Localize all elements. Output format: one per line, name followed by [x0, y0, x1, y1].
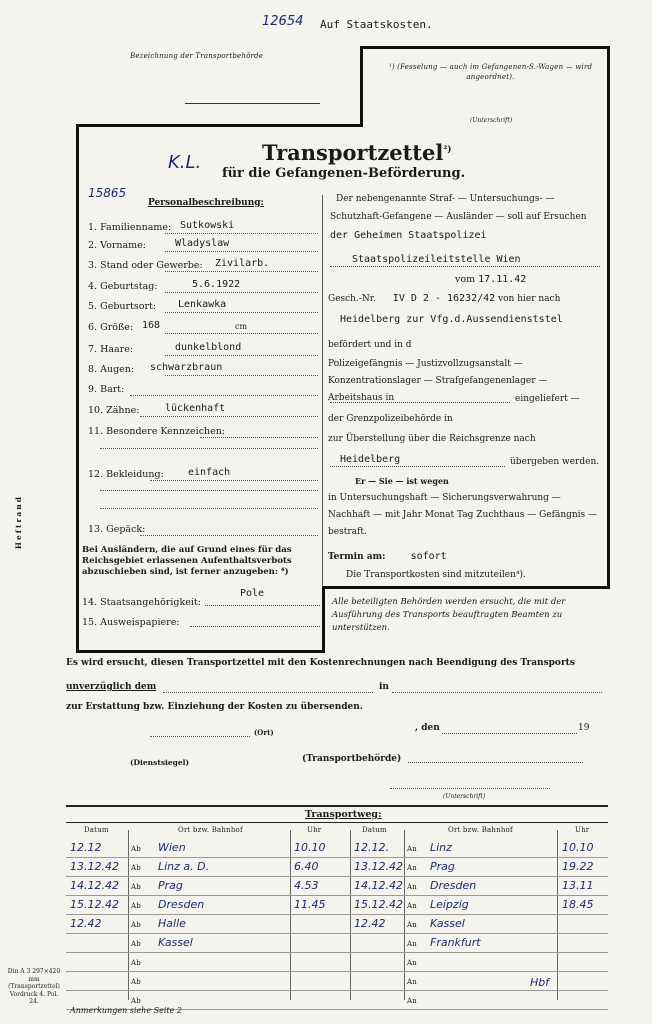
field-3	[88, 260, 203, 271]
field-line	[165, 375, 318, 376]
frame-left	[76, 124, 79, 653]
header-place-left: Ort bzw. Bahnhof	[178, 826, 243, 834]
right-line-13-rule	[330, 466, 505, 467]
row-an-label: An	[407, 921, 417, 929]
right-line-4-rule	[330, 266, 600, 267]
frame-top-right	[360, 46, 610, 49]
right-line-9: Polizeigefängnis — Justizvollzugsanstalt — Konzentrationslager — Strafgefangenenlager — Arbeitshaus in	[328, 359, 548, 403]
right-line-15: in Untersuchungshaft — Sicherungsverwahrung — Nachhaft — mit Jahr Monat Tag Zuchthaus — Gefängnis — bestraft.	[328, 493, 598, 537]
field-14	[82, 597, 201, 608]
field-num: 3.	[88, 260, 98, 271]
row-place-from[interactable]: Dresden	[158, 898, 205, 911]
row-date-to[interactable]: 12.12.	[354, 841, 389, 854]
row-time-to[interactable]: 10.10	[562, 841, 594, 854]
header-date-left: Datum	[84, 826, 109, 834]
right-line-3[interactable]: der Geheimen Staatspolizei	[330, 230, 487, 241]
row-ab-label: Ab	[131, 864, 141, 872]
row-place-to[interactable]: Dresden	[430, 879, 477, 892]
right-line-4[interactable]: Staatspolizeileitstelle Wien	[352, 254, 521, 265]
field-extra-line	[100, 448, 318, 449]
gesch-nr-label: Gesch.-Nr.	[328, 294, 376, 304]
ort-label: (Ort)	[254, 728, 274, 737]
row-an-label: An	[407, 959, 417, 967]
row-place-from[interactable]: Prag	[158, 879, 183, 892]
authority-label: Bezeichnung der Transportbehörde	[130, 52, 264, 60]
field-num: 12.	[88, 469, 104, 480]
personal-header: Personalbeschreibung:	[148, 198, 264, 208]
field-line	[140, 535, 318, 536]
field-num: 8.	[88, 364, 98, 375]
row-place-to[interactable]: Leipzig	[430, 898, 469, 911]
return-place-line	[392, 692, 602, 693]
table-row-rule	[66, 914, 608, 915]
field-unit: cm	[235, 322, 248, 331]
field-label: Gepäck:	[106, 524, 146, 535]
row-time-from[interactable]: 11.45	[294, 898, 326, 911]
field-value[interactable]: 5.6.1922	[192, 279, 241, 290]
right-line-12: zur Überstellung über die Reichsgrenze nach	[328, 434, 536, 444]
field-7	[88, 344, 133, 355]
row-last-mark: Hbf	[530, 976, 550, 989]
row-an-label: An	[407, 845, 417, 853]
row-ab-label: Ab	[131, 997, 141, 1005]
ort-line	[150, 736, 250, 737]
field-value[interactable]: Sutkowski	[180, 220, 235, 231]
transport-title: Transportweg:	[305, 809, 382, 820]
field-num: 5.	[88, 301, 98, 312]
row-time-to[interactable]: 13.11	[562, 879, 594, 892]
form-title-footnote: ²)	[443, 145, 452, 155]
row-time-to[interactable]: 19.22	[562, 860, 594, 873]
transport-authority-label: (Transportbehörde)	[302, 754, 402, 764]
field-10	[88, 405, 139, 416]
format-note: Din A 3 297×420 mm (Transportzettel) Vordruck 4. Pol. 24.	[7, 968, 61, 1005]
field-value[interactable]: dunkelblond	[175, 342, 242, 353]
form-subtitle: für die Gefangenen-Beförderung.	[222, 166, 466, 181]
field-line	[165, 251, 318, 252]
frame-step-left	[360, 46, 363, 126]
field-value[interactable]: Zivilarb.	[215, 258, 270, 269]
gesch-nr-value[interactable]: IV D 2 - 16232/42	[392, 293, 496, 304]
return-recipient-line	[163, 692, 373, 693]
row-date-from[interactable]: 14.12.42	[70, 879, 119, 892]
field-num: 2.	[88, 240, 98, 251]
row-time-from[interactable]: 4.53	[294, 879, 319, 892]
gesch-nr-tail: von hier nach	[498, 294, 561, 304]
field-label: Augen:	[100, 364, 135, 375]
fetter-note: ¹) (Fesselung — auch im Gefangenen-S.-Wagen — wird angeordnet).	[388, 63, 593, 81]
transport-authority-line	[408, 762, 583, 763]
field-15-num: 15.	[82, 617, 98, 628]
right-line-13-value[interactable]: Heidelberg	[340, 454, 401, 465]
right-line-8: befördert und in d	[328, 340, 412, 350]
row-time-to[interactable]: 18.45	[562, 898, 594, 911]
form-title	[262, 140, 452, 165]
row-date-to[interactable]: 14.12.42	[354, 879, 403, 892]
header-time-left: Uhr	[307, 826, 322, 834]
field-line	[165, 312, 318, 313]
row-date-from[interactable]: 15.12.42	[70, 898, 119, 911]
cost-note: Auf Staatskosten.	[320, 18, 433, 31]
row-an-label: An	[407, 883, 417, 891]
field-line	[165, 333, 318, 334]
return-line-3: zur Erstattung bzw. Einziehung der Kosten zu übersenden.	[66, 702, 363, 712]
table-row-rule	[66, 895, 608, 896]
field-2	[88, 240, 146, 251]
row-ab-label: Ab	[131, 959, 141, 967]
row-ab-label: Ab	[131, 845, 141, 853]
table-row-rule	[66, 971, 608, 972]
row-place-from[interactable]: Wien	[158, 841, 186, 854]
field-label: Bart:	[100, 384, 125, 395]
field-line	[165, 271, 318, 272]
field-value[interactable]: lückenhaft	[165, 403, 226, 414]
row-date-to[interactable]: 13.12.42	[354, 860, 403, 873]
frame-step-bottom	[322, 586, 325, 653]
field-value[interactable]: schwarzbraun	[150, 362, 223, 373]
field-6	[88, 322, 133, 333]
field-14-label: Staatsangehörigkeit:	[100, 597, 201, 608]
table-row-rule	[66, 952, 608, 953]
field-13	[88, 524, 145, 535]
field-num: 9.	[88, 384, 98, 395]
field-9	[88, 384, 124, 395]
foreigner-note: Bei Ausländern, die auf Grund eines für das Reichsgebiet erlassenen Aufenthaltsverbots abzuschieben sind, ist ferner anzugeben: ⁴)	[82, 545, 292, 577]
field-11	[88, 426, 225, 437]
authority-line	[185, 103, 320, 104]
termin-value[interactable]: sofort	[410, 551, 447, 562]
table-row-rule	[66, 933, 608, 934]
field-label: Vorname:	[100, 240, 146, 251]
field-label: Familienname:	[100, 222, 172, 233]
field-label: Zähne:	[106, 405, 140, 416]
row-ab-label: Ab	[131, 902, 141, 910]
table-header-rule	[66, 822, 608, 823]
right-line-7[interactable]: Heidelberg zur Vfg.d.Aussendienststel	[340, 314, 563, 325]
field-num: 7.	[88, 344, 98, 355]
field-line	[165, 355, 318, 356]
frame-right	[607, 46, 610, 589]
table-row-rule	[66, 857, 608, 858]
row-place-to[interactable]: Linz	[430, 841, 452, 854]
frame-bottom-right	[322, 586, 610, 589]
date-line	[442, 733, 577, 734]
row-date-to[interactable]: 15.12.42	[354, 898, 403, 911]
row-ab-label: Ab	[131, 921, 141, 929]
seal-label: (Dienstsiegel)	[130, 758, 190, 767]
field-line	[130, 395, 318, 396]
right-line-10-rule	[330, 402, 510, 403]
field-label: Geburtstag:	[100, 281, 158, 292]
return-line-1: Es wird ersucht, diesen Transportzettel mit den Kostenrechnungen nach Beendigung des Transports	[66, 658, 575, 668]
frame-top-left	[76, 124, 363, 127]
document-number: 12654	[262, 14, 304, 29]
col-line-1	[128, 830, 129, 1000]
field-15-line	[190, 626, 320, 627]
date-den: , den	[415, 723, 440, 733]
row-place-to[interactable]: Frankfurt	[430, 936, 481, 949]
right-line-14: Er — Sie — ist wegen	[355, 476, 449, 486]
row-place-to[interactable]: Kassel	[430, 917, 465, 930]
table-row-rule	[66, 876, 608, 877]
side-margin-label: Heftrand	[14, 495, 23, 550]
col-line-3	[350, 830, 351, 1000]
right-line-2: Schutzhaft-Gefangene — Ausländer — soll auf Ersuchen	[330, 212, 587, 222]
table-top-rule	[66, 805, 608, 807]
field-num: 10.	[88, 405, 104, 416]
col-line-4	[404, 830, 405, 1000]
field-line	[150, 480, 318, 481]
row-date-from[interactable]: 12.12	[70, 841, 102, 854]
field-line	[165, 292, 318, 293]
row-date-from[interactable]: 13.12.42	[70, 860, 119, 873]
return-line-2a: unverzüglich dem	[66, 682, 157, 692]
right-line-10: eingeliefert —	[515, 394, 580, 404]
field-label: Besondere Kennzeichen:	[106, 426, 226, 437]
row-time-from[interactable]: 6.40	[294, 860, 319, 873]
header-place-right: Ort bzw. Bahnhof	[448, 826, 513, 834]
row-ab-label: Ab	[131, 883, 141, 891]
row-an-label: An	[407, 978, 417, 986]
header-date-right: Datum	[362, 826, 387, 834]
right-line-1: Der nebengenannte Straf- — Untersuchungs- —	[336, 194, 555, 204]
row-place-from[interactable]: Kassel	[158, 936, 193, 949]
field-label: Bekleidung:	[106, 469, 164, 480]
row-place-to[interactable]: Prag	[430, 860, 455, 873]
field-num: 4.	[88, 281, 98, 292]
frame-bottom-left	[76, 650, 324, 653]
field-8	[88, 364, 134, 375]
field-14-line	[205, 605, 320, 606]
right-line-6	[328, 293, 560, 304]
field-extra-line	[100, 490, 318, 491]
field-line	[200, 437, 318, 438]
bottom-signature-line	[390, 788, 550, 789]
row-an-label: An	[407, 997, 417, 1005]
handwritten-mark: K.L.	[168, 152, 202, 173]
col-line-5	[557, 830, 558, 1000]
field-14-value[interactable]: Pole	[240, 588, 265, 599]
field-extra-line	[100, 508, 318, 509]
vom-label: vom	[455, 274, 476, 285]
row-ab-label: Ab	[131, 940, 141, 948]
table-row-rule	[66, 990, 608, 991]
field-label: Größe:	[100, 322, 134, 333]
right-line-5	[455, 274, 526, 285]
authorities-note: Alle beteiligten Behörden werden ersucht, die mit der Ausführung des Transports beauftragten Beamten zu unterstützen.	[332, 597, 566, 633]
field-1	[88, 222, 171, 233]
footer-note: Anmerkungen siehe Seite 2	[70, 1006, 182, 1015]
field-num: 11.	[88, 426, 104, 437]
field-4	[88, 281, 158, 292]
field-15	[82, 617, 180, 628]
bottom-signature-label: (Unterschrift)	[443, 793, 486, 800]
field-line	[140, 416, 318, 417]
vom-value[interactable]: 17.11.42	[478, 274, 527, 285]
form-title-text: Transportzettel	[262, 140, 444, 165]
termin-label: Termin am:	[328, 552, 386, 562]
row-place-from[interactable]: Halle	[158, 917, 186, 930]
row-an-label: An	[407, 902, 417, 910]
header-time-right: Uhr	[575, 826, 590, 834]
field-label: Haare:	[100, 344, 134, 355]
field-num: 13.	[88, 524, 104, 535]
termin	[328, 551, 447, 562]
field-14-num: 14.	[82, 597, 98, 608]
field-value[interactable]: einfach	[188, 467, 231, 478]
date-year: 19	[578, 723, 590, 733]
transport-costs: Die Transportkosten sind mitzuteilen⁴).	[346, 570, 526, 580]
row-date-to[interactable]: 12.42	[354, 917, 386, 930]
return-line-2b: in	[379, 682, 389, 692]
field-value[interactable]: Wladyslaw	[175, 238, 230, 249]
field-num: 6.	[88, 322, 98, 333]
field-value[interactable]: 168	[142, 320, 161, 331]
right-line-11: der Grenzpolizeibehörde in	[328, 414, 453, 424]
field-label: Geburtsort:	[100, 301, 157, 312]
row-time-from[interactable]: 10.10	[294, 841, 326, 854]
field-num: 1.	[88, 222, 98, 233]
field-12	[88, 469, 164, 480]
row-place-from[interactable]: Linz a. D.	[158, 860, 210, 873]
row-date-from[interactable]: 12.42	[70, 917, 102, 930]
field-15-label: Ausweispapiere:	[100, 617, 180, 628]
field-label: Stand oder Gewerbe:	[100, 260, 203, 271]
right-line-13-tail: übergeben werden.	[510, 457, 600, 467]
field-value[interactable]: Lenkawka	[178, 299, 227, 310]
row-an-label: An	[407, 940, 417, 948]
row-ab-label: Ab	[131, 978, 141, 986]
handwritten-number: 15865	[88, 186, 127, 200]
row-an-label: An	[407, 864, 417, 872]
field-line	[165, 233, 318, 234]
column-separator	[322, 195, 323, 587]
signature-label-top: (Unterschrift)	[470, 117, 513, 124]
col-line-2	[290, 830, 291, 1000]
field-5	[88, 301, 156, 312]
